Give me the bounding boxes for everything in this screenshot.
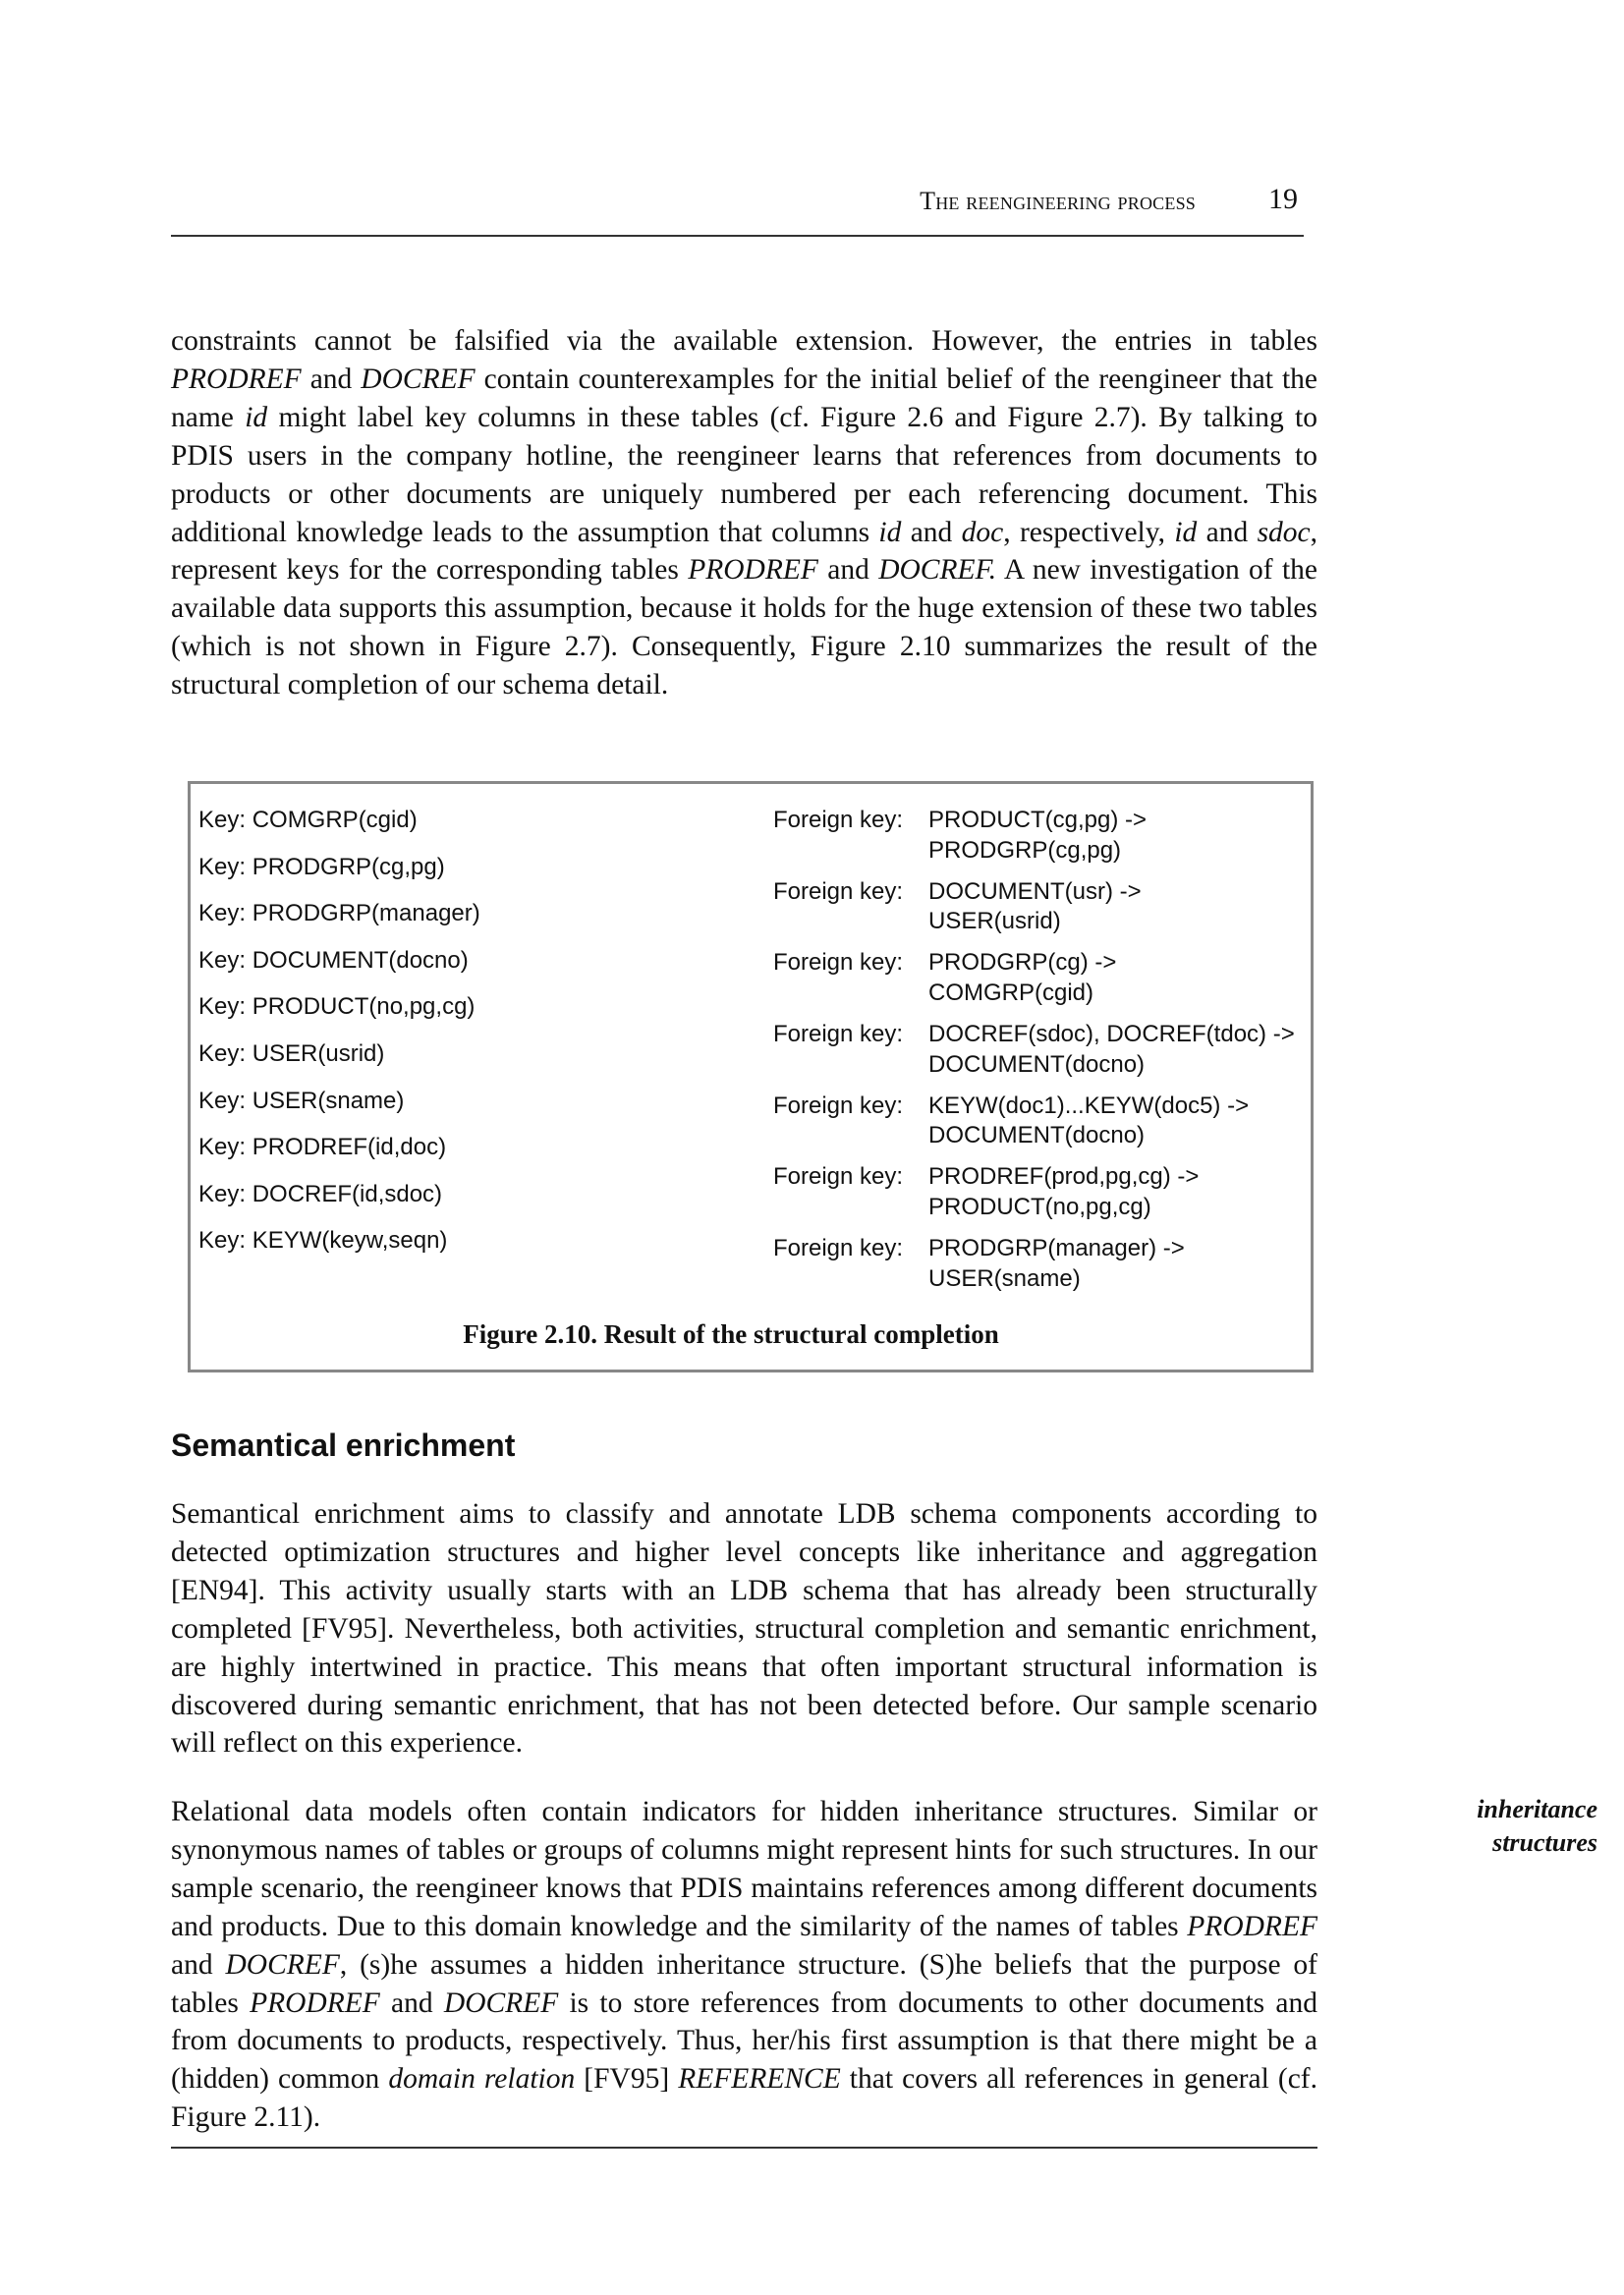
italic-term: doc xyxy=(961,516,1004,548)
running-head xyxy=(171,183,1304,222)
foreign-key-target: USER(usrid) xyxy=(928,908,1061,935)
figure-2-10 xyxy=(188,781,1314,1372)
italic-term: DOCREF xyxy=(225,1948,340,1981)
foreign-key-target: USER(sname) xyxy=(928,1264,1081,1292)
figure-caption-text: Figure 2.10. Result of the structural completion xyxy=(463,1319,999,1349)
text-run: Semantical enrichment aims to classify and annotate LDB schema components according to detected optimization structures and higher level concepts like inheritance and aggregation [EN94]. This activity usually starts with an LDB schema that has already been structurally completed [FV95]. Nevertheless, both activities, structural completion and semantic enrichment, are highly intertwined in practice. This means that often important structural information is discovered during semantic enrichment, that has not been detected before. Our sample scenario will reflect on this experience. xyxy=(171,1498,1317,1760)
key-list xyxy=(198,806,480,1273)
foreign-key-label: Foreign key: xyxy=(773,1163,904,1191)
key-entry: Key: PRODREF(id,doc) xyxy=(198,1134,447,1161)
italic-term: sdoc xyxy=(1257,516,1311,548)
italic-term: REFERENCE xyxy=(678,2063,841,2096)
foreign-key-source: KEYW(doc1)...KEYW(doc5) -> xyxy=(928,1092,1250,1119)
text-run: might label key columns in these tables (cf. Figure 2.6 and Figure 2.7). By talking to PDIS users in the company hotline, the reengineer learns that references from documents to products or other documents are uniquely numbered per each referencing document. This additional knowledge leads to the assumption that columns xyxy=(171,401,1317,548)
footer-rule xyxy=(171,2147,1317,2149)
margin-note-line: inheritance xyxy=(1477,1795,1597,1823)
text-run: and xyxy=(817,554,879,587)
text-run: contain counterexamples for the initial belief of the reengineer that the name xyxy=(171,363,1317,433)
foreign-key-label: Foreign key: xyxy=(773,1092,904,1119)
text-run: , respectively, xyxy=(1003,516,1175,548)
text-run: and xyxy=(171,1948,226,1981)
text-run: and xyxy=(301,363,362,395)
italic-term: domain relation xyxy=(388,2063,576,2096)
foreign-key-source: PRODUCT(cg,pg) -> xyxy=(928,807,1148,833)
header-rule xyxy=(171,235,1304,237)
italic-term: DOCREF. xyxy=(878,554,997,587)
running-title: The reengineering process xyxy=(920,187,1196,215)
foreign-key-source: PRODREF(prod,pg,cg) -> xyxy=(928,1163,1200,1191)
italic-term: PRODREF xyxy=(250,1987,380,2019)
key-entry: Key: DOCREF(id,sdoc) xyxy=(198,1180,443,1207)
foreign-key-target: DOCUMENT(docno) xyxy=(928,1122,1146,1149)
italic-term: id xyxy=(245,401,268,433)
foreign-key-label: Foreign key: xyxy=(773,1235,904,1262)
text-run: and xyxy=(901,516,962,548)
margin-note-line: structures xyxy=(1492,1828,1597,1857)
text-run: A new investigation of the available data supports this assumption, because it holds for the huge extension of these two tables (which is not shown in Figure 2.7). Consequently, Figure 2.10 summarizes the result of the structural completion of our schema detail. xyxy=(171,554,1317,701)
text-run: , represent keys for the corresponding tables xyxy=(171,516,1318,587)
text-run: Relational data models often contain indicators for hidden inheritance structures. Similar or synonymous names of tables or groups of columns might represent hints for such structures. In our sample scenario, the reengineer knows that PDIS maintains references among different documents and products. Due to this domain knowledge and the similarity of the names of tables xyxy=(171,1796,1317,1942)
italic-term: PRODREF xyxy=(688,554,818,587)
paragraph-structural-completion xyxy=(171,322,1317,704)
foreign-key-label: Foreign key: xyxy=(773,807,904,833)
foreign-key-target: PRODGRP(cg,pg) xyxy=(928,836,1122,864)
key-entry: Key: PRODUCT(no,pg,cg) xyxy=(198,993,476,1021)
foreign-key-target: COMGRP(cgid) xyxy=(928,979,1094,1006)
key-entry: Key: USER(usrid) xyxy=(198,1039,385,1067)
key-entry: Key: KEYW(keyw,seqn) xyxy=(198,1227,448,1255)
foreign-key-label: Foreign key: xyxy=(773,949,904,977)
key-entry: Key: PRODGRP(manager) xyxy=(198,900,480,927)
foreign-key-source: DOCREF(sdoc), DOCREF(tdoc) -> xyxy=(928,1021,1295,1048)
italic-term: DOCREF xyxy=(443,1987,559,2019)
figure-caption xyxy=(191,1319,1311,1350)
text-run: and xyxy=(379,1987,444,2019)
key-entry: Key: USER(sname) xyxy=(198,1087,405,1114)
text-run: that covers all references in general (cf. Figure 2.11). xyxy=(171,2063,1317,2134)
text-run: [FV95] xyxy=(575,2063,679,2096)
paragraph-inheritance xyxy=(171,1793,1317,2137)
text-run: , (s)he assumes a hidden inheritance structure. (S)he beliefs that the purpose of tables xyxy=(171,1948,1318,2019)
paragraph-semantic-enrichment xyxy=(171,1495,1317,1763)
page-number: 19 xyxy=(1268,183,1298,215)
italic-term: PRODREF xyxy=(1187,1910,1317,1942)
italic-term: DOCREF xyxy=(361,363,476,395)
foreign-key-source: DOCUMENT(usr) -> xyxy=(928,877,1142,905)
text-run: constraints cannot be falsified via the available extension. However, the entries in tables xyxy=(171,325,1317,357)
foreign-key-label: Foreign key: xyxy=(773,1021,904,1048)
foreign-key-source: PRODGRP(cg) -> xyxy=(928,949,1117,977)
foreign-key-target: PRODUCT(no,pg,cg) xyxy=(928,1193,1151,1220)
margin-note xyxy=(1356,1793,1597,1860)
italic-term: id xyxy=(1174,516,1198,548)
section-heading: Semantical enrichment xyxy=(171,1427,516,1463)
key-entry: Key: COMGRP(cgid) xyxy=(198,807,418,833)
key-entry: Key: PRODGRP(cg,pg) xyxy=(198,853,445,880)
text-run: is to store references from documents to other documents and from documents to products, respectively. Thus, her/his first assumption is that there might be a (hidden) common xyxy=(171,1987,1318,2096)
italic-term: PRODREF xyxy=(171,363,302,395)
foreign-key-label: Foreign key: xyxy=(773,877,904,905)
foreign-key-source: PRODGRP(manager) -> xyxy=(928,1235,1185,1262)
foreign-key-target: DOCUMENT(docno) xyxy=(928,1050,1146,1078)
italic-term: id xyxy=(878,516,902,548)
key-entry: Key: DOCUMENT(docno) xyxy=(198,946,469,974)
text-run: and xyxy=(1197,516,1258,548)
